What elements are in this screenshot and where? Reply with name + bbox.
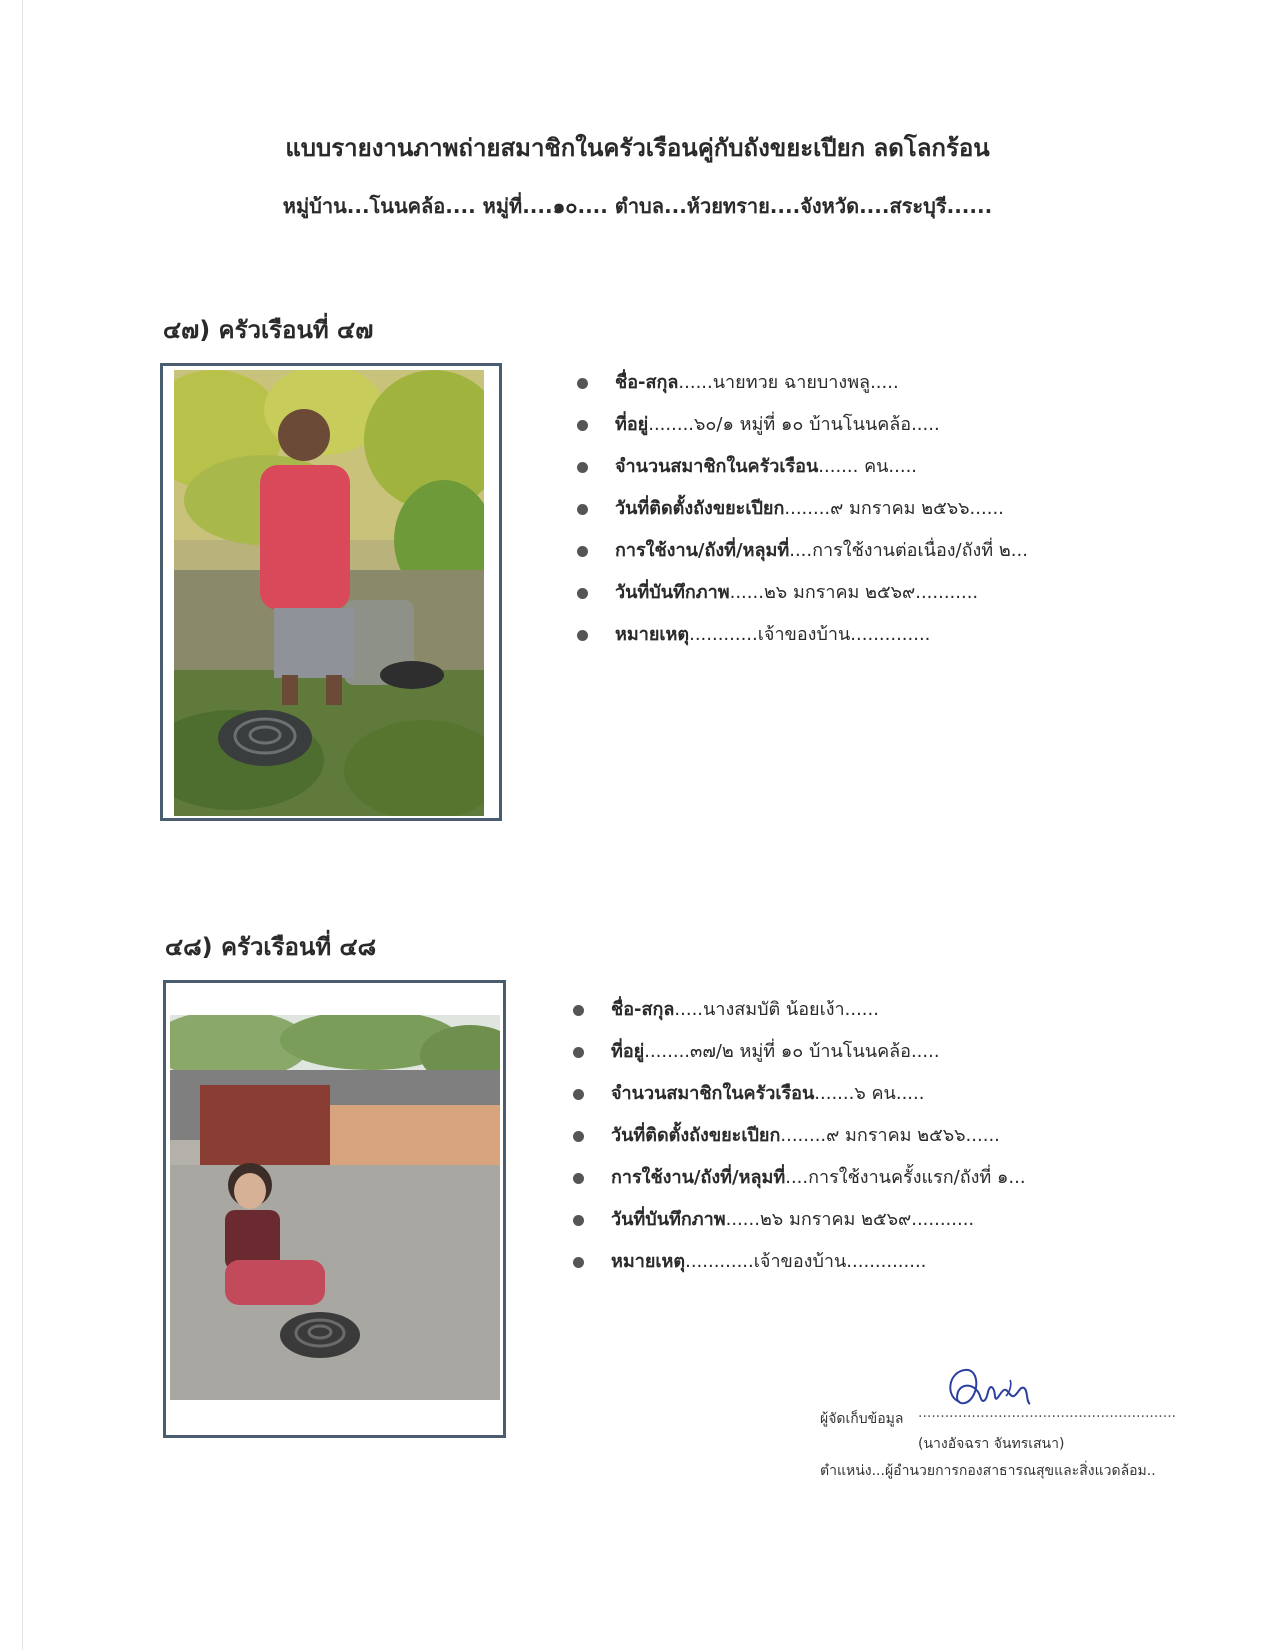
bullet-icon (577, 378, 588, 389)
household-47-info-list (577, 368, 1028, 662)
collector-label: ผู้จัดเก็บข้อมูล (820, 1411, 904, 1427)
bullet-icon (573, 1005, 584, 1016)
handwritten-signature (940, 1362, 1040, 1422)
list-item (573, 995, 1026, 1037)
field-label: ที่อยู่ (611, 1041, 645, 1062)
field-value: .....นางสมบัติ น้อยเง้า...... (674, 999, 879, 1020)
list-item (573, 1163, 1026, 1205)
household-48-heading: ๔๘) ครัวเรือนที่ ๔๘ (165, 933, 377, 961)
field-label: ที่อยู่ (615, 414, 649, 435)
signature-dots: .......................................................... (918, 1405, 1177, 1421)
field-label: ชื่อ-สกุล (611, 999, 675, 1020)
field-label: หมายเหตุ (611, 1251, 686, 1272)
field-value: ........๙ มกราคม ๒๕๖๖...... (780, 1125, 1000, 1146)
bullet-icon (577, 504, 588, 515)
list-item (573, 1079, 1026, 1121)
collector-name: (นางอัจฉรา จันทรเสนา) (918, 1436, 1065, 1452)
field-value: ......๒๖ มกราคม ๒๕๖๙........... (725, 1209, 975, 1230)
field-label: วันที่ติดตั้งถังขยะเปียก (611, 1125, 781, 1146)
field-value: .......๖ คน..... (814, 1083, 925, 1104)
bullet-icon (573, 1215, 584, 1226)
scan-edge (22, 0, 23, 1650)
household-48-photo (170, 1015, 500, 1400)
bullet-icon (573, 1257, 584, 1268)
field-label: วันที่บันทึกภาพ (611, 1209, 726, 1230)
field-value: ........๙ มกราคม ๒๕๖๖...... (784, 498, 1004, 519)
list-item (573, 1247, 1026, 1289)
household-48-info-list (573, 995, 1026, 1289)
field-label: จำนวนสมาชิกในครัวเรือน (615, 456, 819, 477)
bullet-icon (573, 1173, 584, 1184)
list-item (577, 578, 1028, 620)
bullet-icon (577, 462, 588, 473)
bullet-icon (573, 1131, 584, 1142)
field-label: ชื่อ-สกุล (615, 372, 679, 393)
list-item (577, 494, 1028, 536)
list-item (577, 452, 1028, 494)
household-47-heading: ๔๗) ครัวเรือนที่ ๔๗ (163, 316, 374, 344)
field-value: ............เจ้าของบ้าน.............. (685, 1251, 927, 1272)
field-value: ............เจ้าของบ้าน.............. (689, 624, 931, 645)
bullet-icon (573, 1047, 584, 1058)
field-label: จำนวนสมาชิกในครัวเรือน (611, 1083, 815, 1104)
report-title: แบบรายงานภาพถ่ายสมาชิกในครัวเรือนคู่กับถังขยะเปียก ลดโลกร้อน (285, 134, 990, 162)
list-item (573, 1121, 1026, 1163)
bullet-icon (577, 546, 588, 557)
field-value: ....การใช้งานครั้งแรก/ถังที่ ๑... (785, 1167, 1026, 1188)
list-item (573, 1205, 1026, 1247)
bullet-icon (577, 420, 588, 431)
field-value: ......นายทวย ฉายบางพลู..... (678, 372, 899, 393)
field-value: ......๒๖ มกราคม ๒๕๖๙........... (729, 582, 979, 603)
report-subtitle: หมู่บ้าน...โนนคล้อ.... หมู่ที่....๑๐.... ตำบล...ห้วยทราย....จังหวัด....สระบุรี...... (282, 194, 993, 218)
bullet-icon (577, 588, 588, 599)
field-label: วันที่ติดตั้งถังขยะเปียก (615, 498, 785, 519)
list-item (577, 536, 1028, 578)
field-label: การใช้งาน/ถังที่/หลุมที่ (615, 540, 790, 561)
list-item (577, 368, 1028, 410)
field-value: ....การใช้งานต่อเนื่อง/ถังที่ ๒... (789, 540, 1028, 561)
collector-position: ตำแหน่ง...ผู้อำนวยการกองสาธารณสุขและสิ่งแวดล้อม.. (820, 1463, 1156, 1479)
field-label: หมายเหตุ (615, 624, 690, 645)
list-item (573, 1037, 1026, 1079)
bullet-icon (573, 1089, 584, 1100)
field-value: ....... คน..... (818, 456, 918, 477)
field-label: การใช้งาน/ถังที่/หลุมที่ (611, 1167, 786, 1188)
list-item (577, 410, 1028, 452)
bullet-icon (577, 630, 588, 641)
field-label: วันที่บันทึกภาพ (615, 582, 730, 603)
field-value: ........๓๗/๒ หมู่ที่ ๑๐ บ้านโนนคล้อ..... (644, 1041, 940, 1062)
list-item (577, 620, 1028, 662)
household-47-photo (174, 370, 484, 816)
field-value: ........๖๐/๑ หมู่ที่ ๑๐ บ้านโนนคล้อ..... (648, 414, 940, 435)
